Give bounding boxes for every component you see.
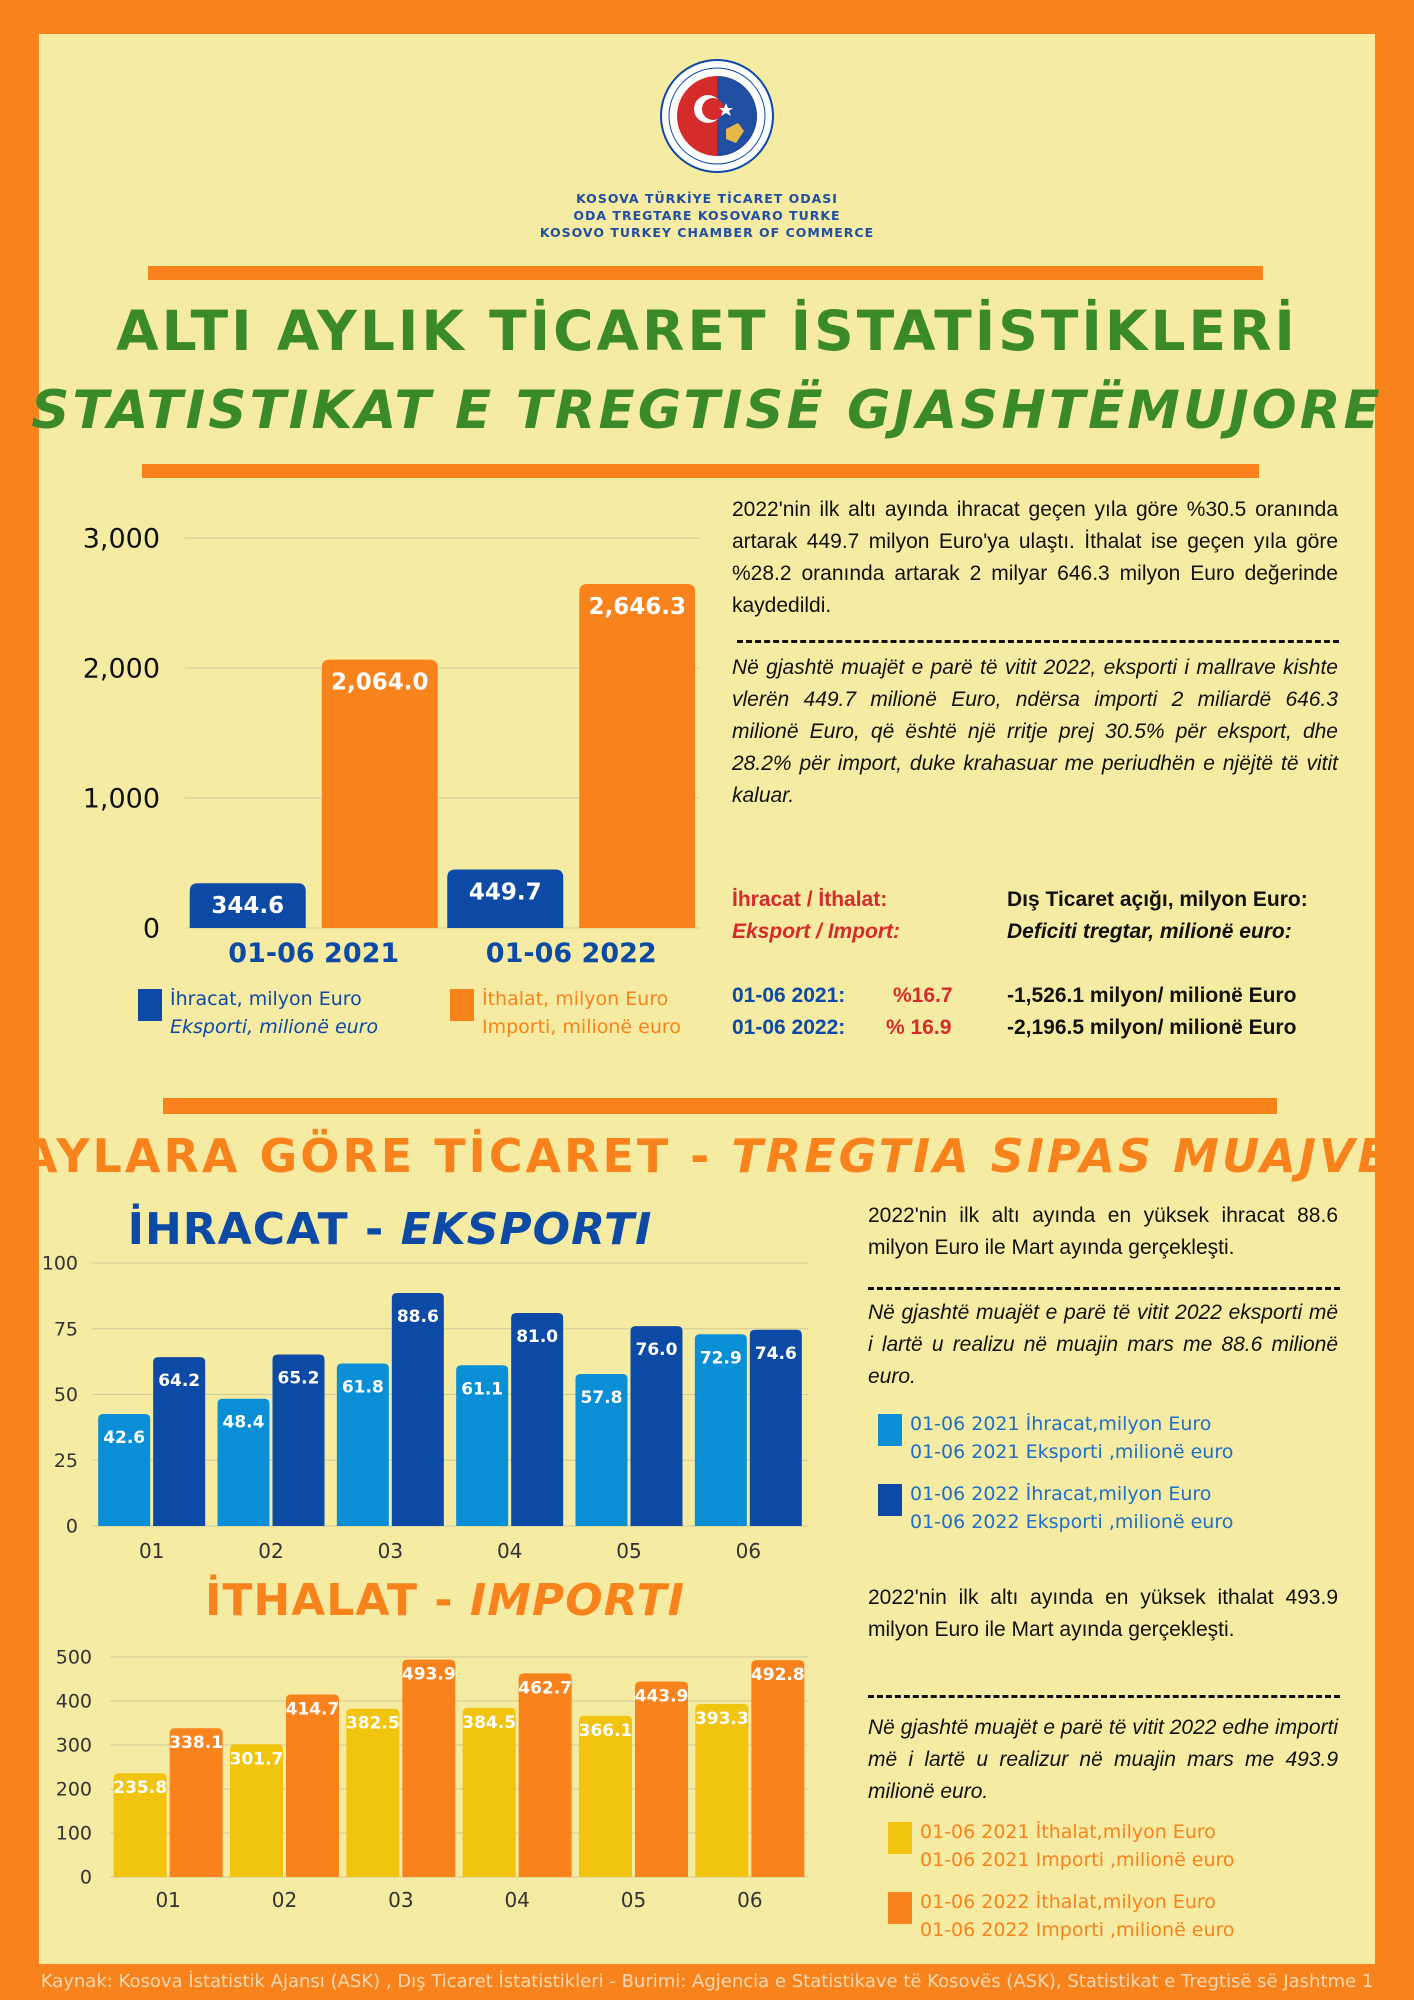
data-label: 61.1 [461,1379,504,1400]
imports-note-tr: 2022'nin ilk altı ayında en yüksek ithalat 493.9 milyon Euro ile Mart ayında gerçekleşti. [868,1586,1338,1641]
semiannual-trade-chart [60,500,710,980]
bar [286,1695,339,1877]
ratio-value-2021: %16.7 [893,984,953,1007]
data-label: 2,646.3 [588,593,686,620]
y-tick-label: 400 [55,1690,92,1713]
exports-note-sq: Në gjashtë muajët e parë të vitit 2022 eksporti më i lartë u realizu në muajin mars me 88.6 milionë euro. [868,1301,1338,1388]
bar [392,1293,444,1526]
title-rule-top [148,266,1263,280]
data-label: 443.9 [634,1686,689,1707]
exports-legend-2021 [878,1410,1233,1466]
deficit-header-tr: Dış Ticaret açığı, milyon Euro: [1007,888,1308,911]
exports-note-tr: 2022'nin ilk altı ayında en yüksek ihracat 88.6 milyon Euro ile Mart ayında gerçekleşti. [868,1204,1338,1259]
data-label: 492.8 [750,1665,805,1686]
data-label: 42.6 [103,1427,146,1448]
x-tick-label: 02 [258,1539,284,1563]
deficit-header-sq: Deficiti tregtar, milionë euro: [1007,920,1292,943]
data-label: 76.0 [635,1340,678,1361]
imports-chart-title-tr: İTHALAT - [205,1575,470,1626]
x-tick-label: 05 [620,1888,647,1912]
org-name-en: KOSOVO TURKEY CHAMBER OF COMMERCE [539,225,875,240]
x-tick-label: 04 [496,1539,523,1563]
x-tick-label: 06 [735,1539,762,1563]
data-label: 338.1 [169,1733,224,1754]
legend-imports-2021-line2: 01-06 2021 Importi ,milionë euro [920,1849,1235,1871]
ratio-header-tr: İhracat / İthalat: [732,888,888,911]
bar [635,1682,688,1877]
y-tick-label: 75 [53,1318,78,1341]
legend-exports-2021-line2: 01-06 2021 Eksporti ,milionë euro [910,1441,1234,1463]
y-tick-label: 25 [53,1449,78,1472]
data-label: 65.2 [277,1368,320,1389]
data-label: 449.7 [468,879,542,906]
monthly-section-title-sq: TREGTIA SIPAS MUAJVE [731,1129,1392,1183]
data-label: 414.7 [285,1699,340,1720]
data-label: 2,064.0 [331,669,429,696]
summary-text-tr: 2022'nin ilk altı ayında ihracat geçen yıla göre %30.5 oranında artarak 449.7 milyon Euro'ya ulaştı. İthalat ise geçen yıla göre %28.2 oranında artarak 2 milyar 646.3 milyon Euro değerinde kaydedildi. [732,498,1338,617]
source-footer: Kaynak: Kosova İstatistik Ajansı (ASK) , Dış Ticaret İstatistikleri - Burimi: Agjencia e Statistikave të Kosovës (ASK), Statistikat e Tregtisë së Jashtme 1 [40,1971,1374,1992]
legend-imports-line2: Importi, milionë euro [482,1016,681,1038]
data-label: 88.6 [396,1306,439,1327]
legend-swatch-imports-2021 [888,1822,912,1854]
exports-legend-2022 [878,1480,1233,1536]
data-label: 48.4 [222,1412,265,1433]
y-tick-label: 0 [79,1866,92,1889]
exports-chart-title-tr: İHRACAT - [127,1204,401,1255]
legend-imports-line1: İthalat, milyon Euro [482,988,669,1010]
ratio-period-2021: 01-06 2021: [732,984,846,1007]
legend-imports-2021-line1: 01-06 2021 İthalat,milyon Euro [920,1821,1216,1843]
y-tick-label: 50 [53,1384,78,1407]
y-tick-label: 3,000 [82,523,160,555]
data-label: 384.5 [462,1712,517,1733]
data-label: 366.1 [578,1720,633,1741]
data-label: 344.6 [211,893,285,920]
bar [695,1704,748,1877]
legend-swatch-exports-2022 [878,1484,902,1516]
y-tick-label: 300 [55,1734,92,1757]
exports-chart-title-sq: EKSPORTI [400,1204,653,1255]
page-title: ALTI AYLIK TİCARET İSTATİSTİKLERİ [116,299,1298,363]
data-label: 61.8 [341,1377,384,1398]
deficit-value-2022: -2,196.5 milyon/ milionë Euro [1007,1016,1297,1039]
imports-chart-title [60,1573,830,1629]
data-label: 493.9 [401,1664,456,1685]
x-tick-label: 02 [271,1888,298,1912]
data-label: 235.8 [113,1778,168,1799]
x-tick-label: 03 [388,1888,414,1912]
imports-chart-title-sq: IMPORTI [469,1575,685,1626]
monthly-section-title [0,1126,1414,1186]
data-label: 382.5 [345,1713,400,1734]
x-tick-label: 01 [138,1539,165,1563]
monthly-exports-chart [30,1255,820,1575]
total-legend-exports [138,985,378,1041]
monthly-section-title-tr: AYLARA GÖRE TİCARET - [22,1129,732,1183]
org-name-sq: ODA TREGTARE KOSOVARO TURKE [573,208,841,223]
legend-swatch-imports-2022 [888,1892,912,1924]
bar [346,1709,399,1877]
x-tick-label: 04 [504,1888,530,1912]
monthly-imports-chart [40,1640,820,1930]
org-name-tr: KOSOVA TÜRKİYE TİCARET ODASI [576,191,838,206]
imports-note-divider [868,1695,1340,1698]
page-subtitle: STATISTIKAT E TREGTISË GJASHTËMUJORE [31,380,1383,441]
summary-divider [737,640,1339,643]
data-label: 393.3 [694,1708,749,1729]
legend-exports-2022-line2: 01-06 2022 Eksporti ,milionë euro [910,1511,1234,1533]
x-tick-label: 01-06 2022 [485,938,657,969]
exports-chart-title [60,1202,720,1258]
total-legend-imports [450,985,681,1041]
legend-exports-2021-line1: 01-06 2021 İhracat,milyon Euro [910,1413,1212,1435]
imports-legend-2021 [888,1818,1235,1874]
y-tick-label: 500 [55,1646,92,1669]
y-tick-label: 1,000 [82,783,160,815]
bar [322,660,438,928]
y-tick-label: 100 [55,1822,92,1845]
legend-exports-line1: İhracat, milyon Euro [170,988,362,1010]
data-label: 301.7 [229,1749,284,1770]
legend-exports-line2: Eksporti, milionë euro [170,1016,379,1038]
data-label: 462.7 [518,1678,573,1699]
y-tick-label: 0 [142,913,160,945]
bar [402,1660,455,1877]
deficit-value-2021: -1,526.1 milyon/ milionë Euro [1007,984,1297,1007]
legend-exports-2022-line1: 01-06 2022 İhracat,milyon Euro [910,1483,1212,1505]
org-name-block [457,190,957,241]
legend-swatch-exports [138,989,162,1021]
imports-note-sq: Në gjashtë muajët e parë të vitit 2022 edhe importi më i lartë u realizur në muajin mars me 493.9 milionë euro. [868,1716,1338,1803]
y-tick-label: 200 [55,1778,92,1801]
data-label: 74.6 [754,1343,797,1364]
chamber-logo [658,57,776,175]
ratio-value-2022: % 16.9 [886,1016,952,1039]
legend-swatch-exports-2021 [878,1414,902,1446]
y-tick-label: 0 [65,1515,78,1538]
ratio-header-sq: Eksport / Import: [732,920,901,943]
x-tick-label: 05 [616,1539,642,1563]
x-tick-label: 01 [155,1888,181,1912]
bar [751,1660,804,1877]
legend-imports-2022-line1: 01-06 2022 İthalat,milyon Euro [920,1891,1216,1913]
data-label: 64.2 [158,1371,201,1392]
summary-text-sq: Në gjashtë muajët e parë të vitit 2022, eksporti i mallrave kishte vlerën 449.7 milionë Euro, ndërsa importi 2 miliardë 646.3 milionë Euro, që është një rritje prej 30.5% për eksport, dhe 28.2% për import, duke krahasuar me periudhën e njëjtë të vitit kaluar. [732,656,1338,807]
data-label: 81.0 [516,1326,559,1347]
bar [463,1708,516,1877]
bar [579,584,695,928]
imports-legend-2022 [888,1888,1235,1944]
title-rule-bottom [142,464,1259,478]
ratio-period-2022: 01-06 2022: [732,1016,846,1039]
legend-swatch-imports [450,989,474,1021]
section-rule [163,1098,1277,1114]
data-label: 72.9 [699,1348,742,1369]
y-tick-label: 100 [41,1255,78,1275]
legend-imports-2022-line2: 01-06 2022 Importi ,milionë euro [920,1919,1235,1941]
y-tick-label: 2,000 [82,653,160,685]
bar [519,1673,572,1877]
data-label: 57.8 [580,1387,623,1408]
exports-note-divider [868,1287,1340,1290]
x-tick-label: 03 [377,1539,404,1563]
x-tick-label: 01-06 2021 [228,938,400,969]
x-tick-label: 06 [737,1888,763,1912]
